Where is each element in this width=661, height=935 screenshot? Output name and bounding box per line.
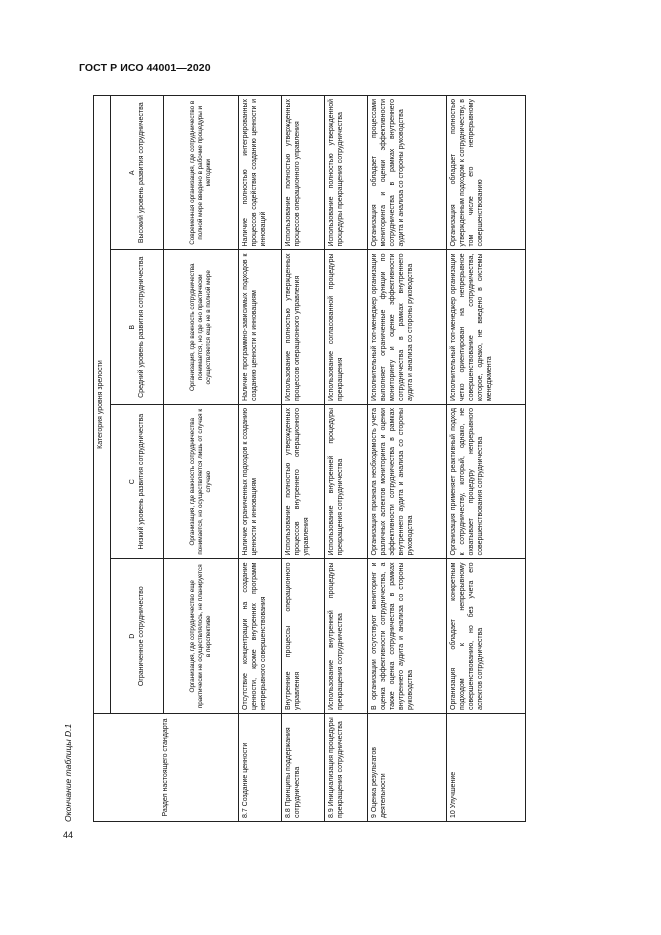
level-d-cell: В организации отсутствуют мониторинг и оценка эффективности сотрудничества, а также оценка сотрудничества в рамках внутреннего аудита и анализа со стороны руководства [368,559,447,714]
level-c-cell: Использование внутренней процедуры прекращения сотрудничества [325,405,368,560]
level-d-cell: Внутренние процессы операционного управления [282,559,325,714]
level-letter: A [128,170,136,176]
header-row-levels [111,96,164,822]
table-row [447,96,526,822]
level-a-cell: Использование полностью утвержденных процессов операционного управления [282,96,325,251]
category-header: Категория уровня зрелости [94,96,111,714]
level-b-cell: Использование согласованной процедуры прекращения [325,250,368,405]
table-caption: Окончание таблицы D.1 [63,723,73,822]
level-d-description: Организация, где сотрудничество еще практически не осуществлялось, не планируется в перспективе [164,559,239,714]
level-name: Высокий уровень развития сотрудничества [138,102,145,244]
level-name: Ограниченное сотрудничество [138,586,145,687]
table-row [282,96,325,822]
level-c-description: Организация, где важность сотрудничества понимается, но осуществляется лишь от случая к случаю [164,405,239,560]
rotated-content [50,95,580,822]
level-c-header [111,405,164,560]
level-c-cell: Наличие ограниченных подходов к созданию ценности и инновациям [239,405,282,560]
level-a-cell: Использование полностью утвержденной процедуры прекращения сотрудничества [325,96,368,251]
table-row [368,96,447,822]
section-column-header: Раздел настоящего стандарта [94,714,239,822]
level-c-cell: Организация признала необходимость учета различных аспектов мониторинга и оценки эффективности сотрудничества в рамках внутреннего аудита и анализа со стороны руководства [368,405,447,560]
rotated-table-area [50,95,580,822]
level-a-cell: Организация обладает процессами мониторинга и оценки эффективности сотрудничества в рамках внутреннего аудита и анализа со стороны руководства [368,96,447,251]
maturity-table [93,95,526,822]
document-title: ГОСТ Р ИСО 44001—2020 [79,62,211,74]
header-row-category [94,96,111,822]
level-a-header [111,96,164,251]
level-d-cell: Отсутствие концентрации на создание ценности, кроме внутренних программ непрерывного совершенствования [239,559,282,714]
level-b-cell: Исполнительный топ-менеджер организации выполняет ограниченные функции по мониторингу и оценке эффективности сотрудничества в рамках внутреннего аудита и анализа со стороны руководства [368,250,447,405]
level-letter: B [128,324,136,330]
level-c-cell: Организация применяет реактивный подход к сотрудничеству, который, однако, не охватывает процедуру непрерывного совершенствования сотрудничества [447,405,526,560]
header-row-descriptions [164,96,239,822]
page-number: 44 [63,830,74,840]
level-b-description: Организация, где важность сотрудничества понимается, но где оно практически осуществляется еще не в полной мере [164,250,239,405]
section-cell: 9 Оценка результатов деятельности [368,714,447,822]
level-a-cell: Организация обладает полностью утвержденным подходом к сотрудничеству, в том числе его непрерывному совершенствованию [447,96,526,251]
level-d-cell: Использование внутренней процедуры прекращения сотрудничества [325,559,368,714]
level-letter: C [128,479,136,485]
section-cell: 8.7 Создание ценности [239,714,282,822]
level-letter: D [128,633,136,639]
section-cell: 8.8 Принципы поддержания сотрудничества [282,714,325,822]
level-b-cell: Использование полностью утвержденных процессов операционного управления [282,250,325,405]
table-row [325,96,368,822]
level-name: Средний уровень развития сотрудничества [138,256,145,398]
level-b-cell: Наличие программно-зависимых подходов к созданию ценности и инновациям [239,250,282,405]
level-b-cell: Исполнительный топ-менеджер организации четко ориентирован на непрерывное совершенствование сотрудничества, которое, однако, не введено в системы менеджмента [447,250,526,405]
level-a-description: Современная организация, где сотрудничество в полной мере введено в рабочие процедуры и методики [164,96,239,251]
level-c-cell: Использование полностью утвержденных процессов внутреннего операционного управления [282,405,325,560]
table-row [239,96,282,822]
level-d-header [111,559,164,714]
section-cell: 10 Улучшение [447,714,526,822]
level-a-cell: Наличие полностью интегрированных процессов содействия созданию ценности и инноваций [239,96,282,251]
level-b-header [111,250,164,405]
level-name: Низкий уровень развития сотрудничества [138,413,145,550]
level-d-cell: Организация обладает конкретным подходом к непрерывному совершенствованию, но без учета его аспектов сотрудничества [447,559,526,714]
section-cell: 8.9 Инициализация процедуры прекращения сотрудничества [325,714,368,822]
